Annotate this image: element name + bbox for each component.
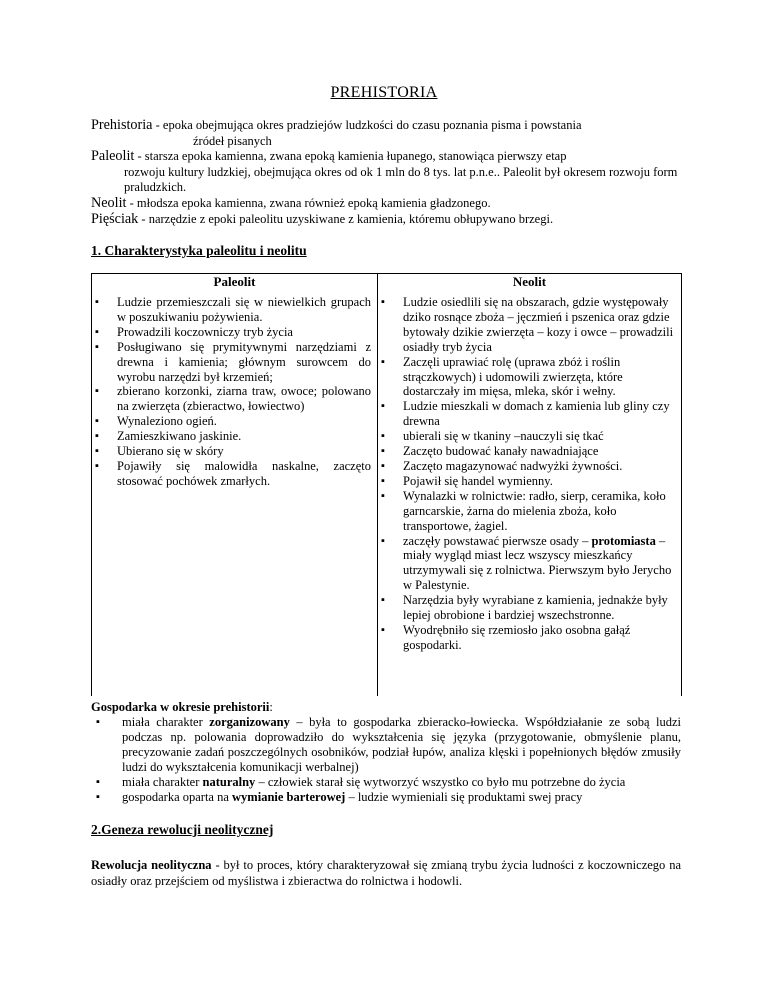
definition-term: Pięściak: [91, 210, 139, 227]
list-item: ▪ Zamieszkiwano jaskinie.: [92, 429, 371, 444]
economy-heading-colon: :: [269, 700, 273, 714]
definition-separator: -: [134, 149, 145, 164]
revolution-paragraph: [91, 858, 681, 889]
definition-separator: -: [152, 118, 163, 132]
list-item-text: – miały wygląd miast lecz wszyscy mieszkańcy utrzymywali się z rolnictwa. Pierwszym było Jerycho w Palestynie.: [403, 533, 672, 593]
list-item: [378, 459, 678, 474]
list-item: [378, 593, 678, 623]
definition-piesciak: [91, 212, 679, 228]
list-item-text: miała charakter: [122, 775, 203, 789]
definitions: [91, 118, 679, 227]
definition-prehistoria: [91, 118, 679, 149]
list-item: ▪ Ludzie przemieszczali się w niewielkich grupach w poszukiwaniu pożywienia.: [92, 295, 371, 325]
list-item: ▪ Wynaleziono ogień.: [92, 414, 371, 429]
bold-term: zorganizowany: [209, 715, 290, 729]
list-item-text: Wyodrębniło się rzemiosło jako osobna gałąź gospodarki.: [403, 622, 631, 652]
page-title: PREHISTORIA: [330, 84, 438, 101]
list-item: [378, 534, 678, 594]
list-item: ▪ Ubierano się w skóry: [92, 444, 371, 459]
bold-term: naturalny: [202, 775, 256, 789]
list-item: [378, 474, 678, 489]
definition-term: Neolit: [91, 194, 127, 211]
economy-heading: [91, 700, 681, 715]
paragraph-text: - był to proces, który charakteryzował się zmianą trybu życia ludności z koczowniczego na osiadły oraz przejściem od myślistwa i zbieractwa do rolnictwa i hodowli.: [91, 858, 681, 888]
definition-separator: -: [138, 211, 149, 226]
list-item-text: ubierali się w tkaniny –nauczyli się tkać: [403, 429, 604, 444]
list-item: [378, 623, 678, 653]
list-item-text: Pojawił się handel wymienny.: [403, 473, 553, 488]
comparison-table: [91, 273, 682, 696]
list-item: [378, 295, 678, 355]
paleolit-list: [92, 295, 371, 489]
economy-list: [91, 715, 681, 805]
bold-term: protomiasta: [591, 533, 656, 548]
list-item: ▪ Pojawiły się malowidła naskalne, zaczęto stosować pochówek zmarłych.: [92, 459, 371, 489]
list-item: ▪ zbierano korzonki, ziarna traw, owoce; polowano na zwierzęta (zbieractwo, łowiectwo): [92, 384, 371, 414]
bold-term: Rewolucja neolityczna: [91, 858, 212, 872]
definition-continuation: źródeł pisanych: [193, 133, 272, 148]
list-item: [94, 775, 681, 790]
list-item-text: Narzędzia były wyrabiane z kamienia, jednakże były lepiej obrobione i bardziej wszechstronne.: [403, 593, 668, 623]
definition-separator: -: [126, 195, 137, 210]
list-item-text: Zaczęto magazynować nadwyżki żywności.: [403, 458, 623, 473]
definition-text: młodsza epoka kamienna, zwana również epoką kamienia gładzonego.: [136, 195, 491, 210]
list-item: [378, 429, 678, 444]
list-item-text: Zaczęto budować kanały nawadniające: [403, 444, 599, 459]
definition-term: Prehistoria: [91, 117, 153, 133]
list-item: ▪ Prowadzili koczowniczy tryb życia: [92, 325, 371, 340]
section-heading-revolution: 2.Geneza rewolucji neolitycznej: [91, 822, 274, 837]
column-header-neolit: Neolit: [512, 274, 547, 289]
list-item: [378, 489, 678, 534]
list-item-text: miała charakter: [122, 715, 210, 729]
column-header-paleolit: Paleolit: [213, 274, 256, 289]
list-item-text: Wynalazki w rolnictwie: radło, sierp, ceramika, koło garncarskie, żarna do mielenia zboża, koło transportowe, żagiel.: [403, 488, 666, 533]
list-item: [94, 790, 681, 805]
list-item: [378, 444, 678, 459]
list-item: [378, 355, 678, 400]
list-item-text: – człowiek starał się wytworzyć wszystko co było mu potrzebne do życia: [255, 775, 626, 789]
section-heading-characteristics: 1. Charakterystyka paleolitu i neolitu: [91, 243, 307, 258]
definition-text: epoka obejmująca okres pradziejów ludzkości do czasu poznania pisma i powstania: [162, 118, 582, 132]
list-item-text: – ludzie wymieniali się produktami swej pracy: [345, 790, 583, 804]
list-item-text: Zaczęli uprawiać rolę (uprawa zbóż i roślin strączkowych) i udomowili zwierzęta, które dostarczały im mięsa, mleka, skór i wełny.: [403, 354, 623, 399]
list-item: [94, 715, 681, 775]
definition-text: starsza epoka kamienna, zwana epoką kamienia łupanego, stanowiąca pierwszy etap: [144, 149, 567, 164]
bold-term: wymianie barterowej: [232, 790, 346, 804]
list-item: ▪ Posługiwano się prymitywnymi narzędziami z drewna i kamienia; głównym surowcem do wyrobu narzędzi był krzemień;: [92, 340, 371, 385]
list-item-text: gospodarka oparta na: [122, 790, 233, 804]
list-item-text: – była to gospodarka zbieracko-łowiecka. Współdziałanie ze sobą ludzi podczas np. polowania doprowadziło do wykształcenia się języka (przygotowanie, obmyślenie planu, precyzowanie zadań poszczególnych osobników, podział łupów, analiza klęski i popełnionych błędów zmusiły ludzi do wykształcenia komunikacji werbalnej): [122, 715, 681, 774]
list-item-text: zaczęły powstawać pierwsze osady –: [403, 533, 592, 548]
definition-paleolit: [91, 149, 679, 196]
definition-neolit: [91, 196, 679, 212]
economy-heading-text: Gospodarka w okresie prehistorii: [91, 700, 270, 714]
economy-section: [91, 700, 681, 805]
neolit-list: [378, 295, 678, 653]
definition-continuation: rozwoju kultury ludzkiej, obejmująca okres od ok 1 mln do 8 tys. lat p.n.e.. Paleolit był okresem rozwoju form praludzkich.: [124, 164, 678, 195]
list-item: [378, 399, 678, 429]
list-item-text: Ludzie mieszkali w domach z kamienia lub gliny czy drewna: [403, 399, 670, 429]
definition-term: Paleolit: [91, 148, 135, 165]
definition-text: narzędzie z epoki paleolitu uzyskiwane z kamienia, któremu obłupywano brzegi.: [148, 211, 554, 226]
list-item-text: Ludzie osiedlili się na obszarach, gdzie występowały dziko rosnące zboża – jęczmień i pszenica oraz gdzie bytowały dzikie zwierzęta – kozy i owce – prowadzili osiadły tryb życia: [403, 295, 674, 354]
